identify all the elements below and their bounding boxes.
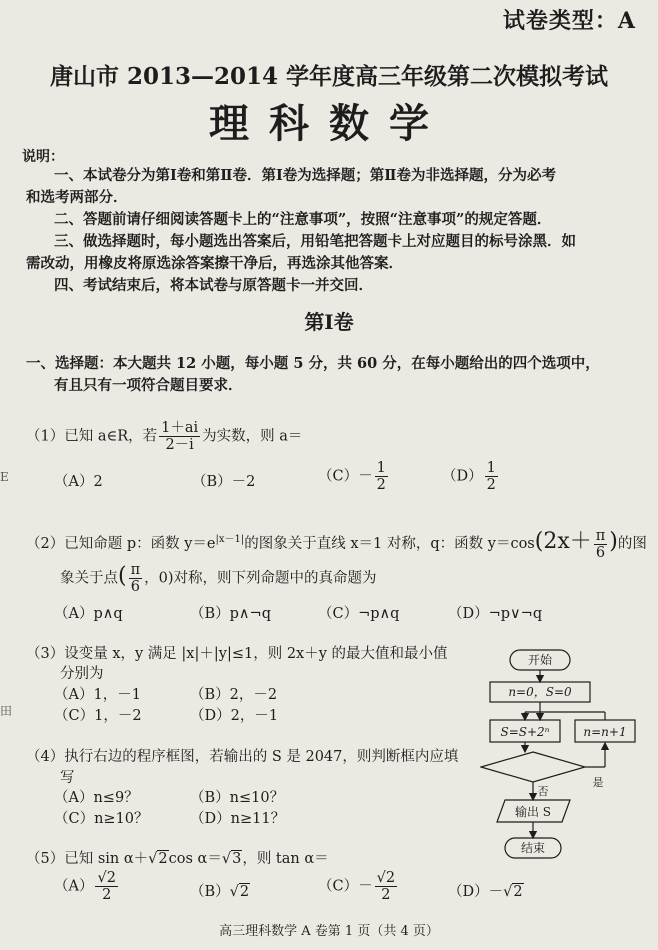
option-d: （D）n≥11？ bbox=[190, 811, 286, 827]
flow-no-label: 否 bbox=[537, 785, 549, 798]
question-4-line-1: （4）执行右边的程序框图，若输出的 S 是 2047，则判断框内应填 bbox=[26, 749, 459, 765]
question-2-line-1: （2）已知命题 p：函数 $y=e^{|x-1|}$的图象关于直线 x＝1 对称，q：函数 y＝cos(2x＋ $\frac{\pi}{6}$ )的图 bbox=[26, 527, 647, 561]
option-d: （D）－√2 bbox=[448, 884, 523, 900]
question-3-line-1: （3）设变量 x，y 满足 |x|＋|y|≤1，则 2x＋y 的最大值和最小值 bbox=[26, 646, 448, 662]
fraction: $\frac{1+ai}{2-i}$ bbox=[161, 420, 199, 453]
instruction-line: 四、考试结束后，将本试卷与原答题卡一并交回． bbox=[54, 277, 373, 294]
section-intro: 有且只有一项符合题目要求． bbox=[54, 377, 243, 394]
flow-init-label: n=0，S=0 bbox=[508, 685, 572, 699]
option-c: （C）－ $\frac{√2}{2}$ bbox=[318, 870, 396, 903]
option-d: （D）¬p∨¬q bbox=[448, 606, 543, 622]
fraction: $\frac{1}{2}$ bbox=[376, 460, 386, 493]
question-2-line-2: 象关于点( $\frac{\pi}{6}$ ，0)对称，则下列命题中的真命题为 bbox=[60, 562, 377, 595]
page-footer: 高三理科数学 A 卷第 1 页（共 4 页） bbox=[219, 924, 439, 939]
instructions-label: 说明： bbox=[22, 149, 64, 165]
flow-yes-label: 是 bbox=[592, 776, 604, 789]
option-a: （A）2 bbox=[54, 474, 103, 490]
instruction-line: 二、答题前请仔细阅读答题卡上的“注意事项”，按照“注意事项”的规定答题． bbox=[54, 211, 552, 228]
option-c: （C）¬p∧q bbox=[318, 606, 400, 622]
question-5: （5）已知 sin α＋√2cos α＝√3，则 tan α＝ bbox=[26, 851, 329, 867]
margin-mark: 田 bbox=[0, 704, 13, 718]
instruction-line: 三、做选择题时，每小题选出答案后，用铅笔把答题卡上对应题目的标号涂黑．如 bbox=[54, 233, 576, 250]
fraction: $\frac{1}{2}$ bbox=[486, 460, 496, 493]
flow-decision-node bbox=[481, 752, 585, 782]
flow-start-label: 开始 bbox=[527, 653, 553, 667]
option-b: （B）p∧¬q bbox=[190, 606, 271, 622]
fraction: $\frac{√2}{2}$ bbox=[376, 870, 396, 903]
fraction: $\frac{\pi}{6}$ bbox=[130, 562, 141, 595]
instruction-line: 和选考两部分． bbox=[26, 189, 128, 206]
section-title: 第Ⅰ卷 bbox=[304, 310, 354, 334]
option-b: （B）√2 bbox=[190, 884, 250, 900]
option-a: （A）1，－1 bbox=[54, 687, 141, 703]
flow-update-label: S=S+2ⁿ bbox=[500, 725, 550, 739]
flow-output-label: 输出 S bbox=[514, 805, 552, 819]
option-c: （C）－ $\frac{1}{2}$ bbox=[318, 460, 386, 493]
fraction: $\frac{√2}{2}$ bbox=[97, 870, 116, 903]
instruction-line: 需改动，用橡皮将原选涂答案擦干净后，再选涂其他答案． bbox=[26, 255, 403, 272]
flow-end-label: 结束 bbox=[520, 841, 546, 855]
option-c: （C）n≥10？ bbox=[54, 811, 149, 827]
flow-increment-label: n=n+1 bbox=[583, 725, 627, 739]
subject-title: 理科数学 bbox=[209, 100, 449, 147]
option-b: （B）－2 bbox=[192, 474, 256, 490]
fraction: $\frac{\pi}{6}$ bbox=[595, 527, 606, 561]
option-a: （A）p∧q bbox=[54, 606, 123, 622]
option-b: （B）n≤10？ bbox=[190, 790, 285, 806]
program-flowchart bbox=[480, 640, 650, 870]
option-d: （D）2，－1 bbox=[190, 708, 279, 724]
option-d: （D） $\frac{1}{2}$ bbox=[442, 460, 496, 493]
instruction-line: 一、本试卷分为第Ⅰ卷和第Ⅱ卷．第Ⅰ卷为选择题；第Ⅱ卷为非选择题，分为必考 bbox=[54, 167, 557, 184]
option-b: （B）2，－2 bbox=[190, 687, 278, 703]
option-a: （A）n≤9？ bbox=[54, 790, 139, 806]
margin-mark: E bbox=[0, 470, 9, 484]
question-4-line-2: 写 bbox=[60, 770, 75, 786]
option-a: （A） $\frac{√2}{2}$ bbox=[54, 870, 116, 903]
question-3-line-2: 分别为 bbox=[60, 666, 104, 682]
exam-title: 唐山市 2013—2014 学年度高三年级第二次模拟考试 bbox=[49, 63, 609, 90]
paper-type: 试卷类型：A bbox=[502, 8, 636, 34]
section-intro: 一、选择题：本大题共 12 小题，每小题 5 分，共 60 分，在每小题给出的四个选项中， bbox=[26, 355, 600, 372]
option-c: （C）1，－2 bbox=[54, 708, 142, 724]
question-1: （1）已知 a∈R，若 $\frac{1+ai}{2-i}$ 为实数，则 a＝ bbox=[26, 420, 303, 453]
